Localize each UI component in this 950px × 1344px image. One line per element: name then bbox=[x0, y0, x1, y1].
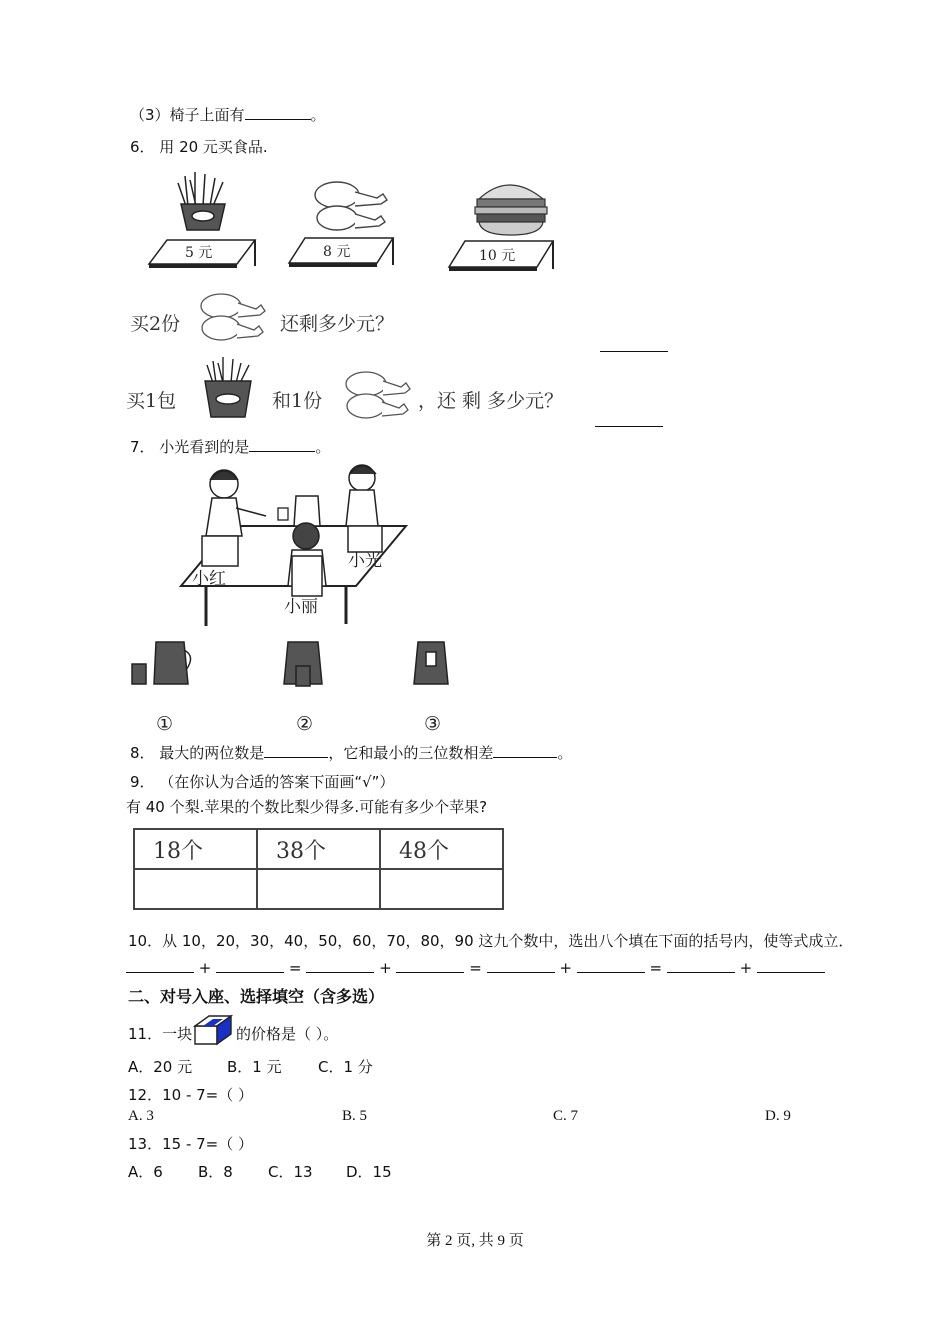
answer-blank[interactable] bbox=[667, 958, 735, 973]
choice-38: 38个 bbox=[257, 829, 380, 869]
q13-option-d[interactable]: D．15 bbox=[346, 1163, 392, 1181]
q12-option-c[interactable]: C. 7 bbox=[553, 1108, 579, 1124]
price-label-fries: 5 元 bbox=[185, 245, 213, 261]
burger-icon bbox=[475, 185, 547, 235]
name-xiaoli: 小丽 bbox=[284, 597, 318, 617]
price-label-burger: 10 元 bbox=[479, 248, 516, 264]
page-footer: 第 2 页, 共 9 页 bbox=[426, 1233, 524, 1249]
q6-sub1-right: 还剩多少元？ bbox=[280, 313, 395, 335]
fries-icon bbox=[193, 355, 263, 423]
fries-icon bbox=[178, 172, 225, 230]
price-label-chicken: 8 元 bbox=[323, 244, 351, 260]
q5-part3-line: （3）椅子上面有 。 bbox=[130, 106, 326, 124]
choice-48: 48个 bbox=[380, 829, 503, 869]
option-2-jug-cup[interactable] bbox=[284, 642, 322, 686]
answer-blank[interactable] bbox=[493, 743, 557, 758]
answer-blank[interactable] bbox=[249, 437, 315, 452]
answer-blank[interactable] bbox=[600, 351, 668, 352]
q10-equation: + = + = + = + bbox=[126, 958, 825, 977]
q9-question: 有 40 个梨.苹果的个数比梨少得多.可能有多少个苹果? bbox=[126, 798, 488, 816]
q11-option-b[interactable]: B．1 元 bbox=[227, 1058, 282, 1076]
answer-blank[interactable] bbox=[757, 958, 825, 973]
answer-blank[interactable] bbox=[487, 958, 555, 973]
q11-option-a[interactable]: A．20 元 bbox=[128, 1058, 193, 1076]
q7-title-line: 7． 小光看到的是 。 bbox=[130, 438, 331, 456]
q12-option-b[interactable]: B. 5 bbox=[342, 1108, 368, 1124]
price-tag bbox=[289, 238, 393, 267]
option-label-3: ③ bbox=[424, 713, 442, 735]
answer-blank[interactable] bbox=[245, 105, 311, 120]
q6-sub2-left: 买1包 bbox=[126, 390, 177, 412]
burger-price-figure bbox=[445, 175, 560, 274]
q13-option-c[interactable]: C．13 bbox=[268, 1163, 313, 1181]
price-tag bbox=[149, 240, 255, 268]
q6-sub2-right: ，还 剩 多少元？ bbox=[418, 390, 564, 412]
mark-cell[interactable] bbox=[134, 869, 257, 909]
option-label-2: ② bbox=[296, 713, 314, 735]
option-label-1: ① bbox=[156, 713, 174, 735]
answer-blank[interactable] bbox=[126, 958, 194, 973]
section-2-heading: 二、对号入座、选择填空（含多选） bbox=[128, 987, 385, 1006]
option-3-jug-cup[interactable] bbox=[414, 642, 448, 684]
q11-b: 的价格是（ ）。 bbox=[236, 1025, 339, 1043]
answer-blank[interactable] bbox=[216, 958, 284, 973]
q13-option-a[interactable]: A．6 bbox=[128, 1163, 163, 1181]
q8-line: 8． 最大的两位数是 ，它和最小的三位数相差 。 bbox=[130, 744, 573, 762]
chicken-leg-icon bbox=[195, 290, 270, 346]
choice-18: 18个 bbox=[134, 829, 257, 869]
q9-title: 9． （在你认为合适的答案下面画“√”） bbox=[130, 773, 395, 791]
price-tag bbox=[449, 241, 553, 271]
q6-sub1-left: 买2份 bbox=[130, 313, 181, 335]
q10-title: 10．从 10，20，30，40，50，60，70，80，90 这九个数中，选出八个填在下面的括号内，使等式成立． bbox=[128, 932, 854, 950]
eraser-icon bbox=[193, 1012, 237, 1046]
q9-answer-table bbox=[133, 828, 504, 910]
name-xiaohong: 小红 bbox=[192, 569, 226, 589]
q6-sub2-mid: 和1份 bbox=[272, 390, 323, 412]
answer-blank[interactable] bbox=[396, 958, 464, 973]
q11-a: 11．一块 bbox=[128, 1025, 193, 1043]
q12-option-d[interactable]: D. 9 bbox=[765, 1108, 791, 1124]
mark-cell[interactable] bbox=[257, 869, 380, 909]
q12-option-a[interactable]: A. 3 bbox=[128, 1108, 154, 1124]
answer-blank[interactable] bbox=[595, 426, 663, 427]
chicken-price-figure bbox=[285, 178, 400, 272]
chicken-leg-icon bbox=[340, 368, 415, 424]
xiaoguang-figure bbox=[346, 465, 382, 552]
answer-blank[interactable] bbox=[306, 958, 374, 973]
table-scene-figure bbox=[126, 456, 456, 738]
answer-blank[interactable] bbox=[264, 743, 328, 758]
q12-title: 12．10 - 7=（ ） bbox=[128, 1086, 254, 1104]
chicken-leg-icon bbox=[315, 182, 387, 230]
q6-title: 6． 用 20 元买食品. bbox=[130, 138, 268, 156]
mark-cell[interactable] bbox=[380, 869, 503, 909]
q11-option-c[interactable]: C．1 分 bbox=[318, 1058, 373, 1076]
q13-option-b[interactable]: B．8 bbox=[198, 1163, 233, 1181]
fries-price-figure bbox=[145, 168, 260, 270]
answer-blank[interactable] bbox=[577, 958, 645, 973]
name-xiaoguang: 小光 bbox=[348, 551, 382, 571]
option-1-jug-cup[interactable] bbox=[132, 642, 191, 684]
q13-title: 13．15 - 7=（ ） bbox=[128, 1135, 254, 1153]
